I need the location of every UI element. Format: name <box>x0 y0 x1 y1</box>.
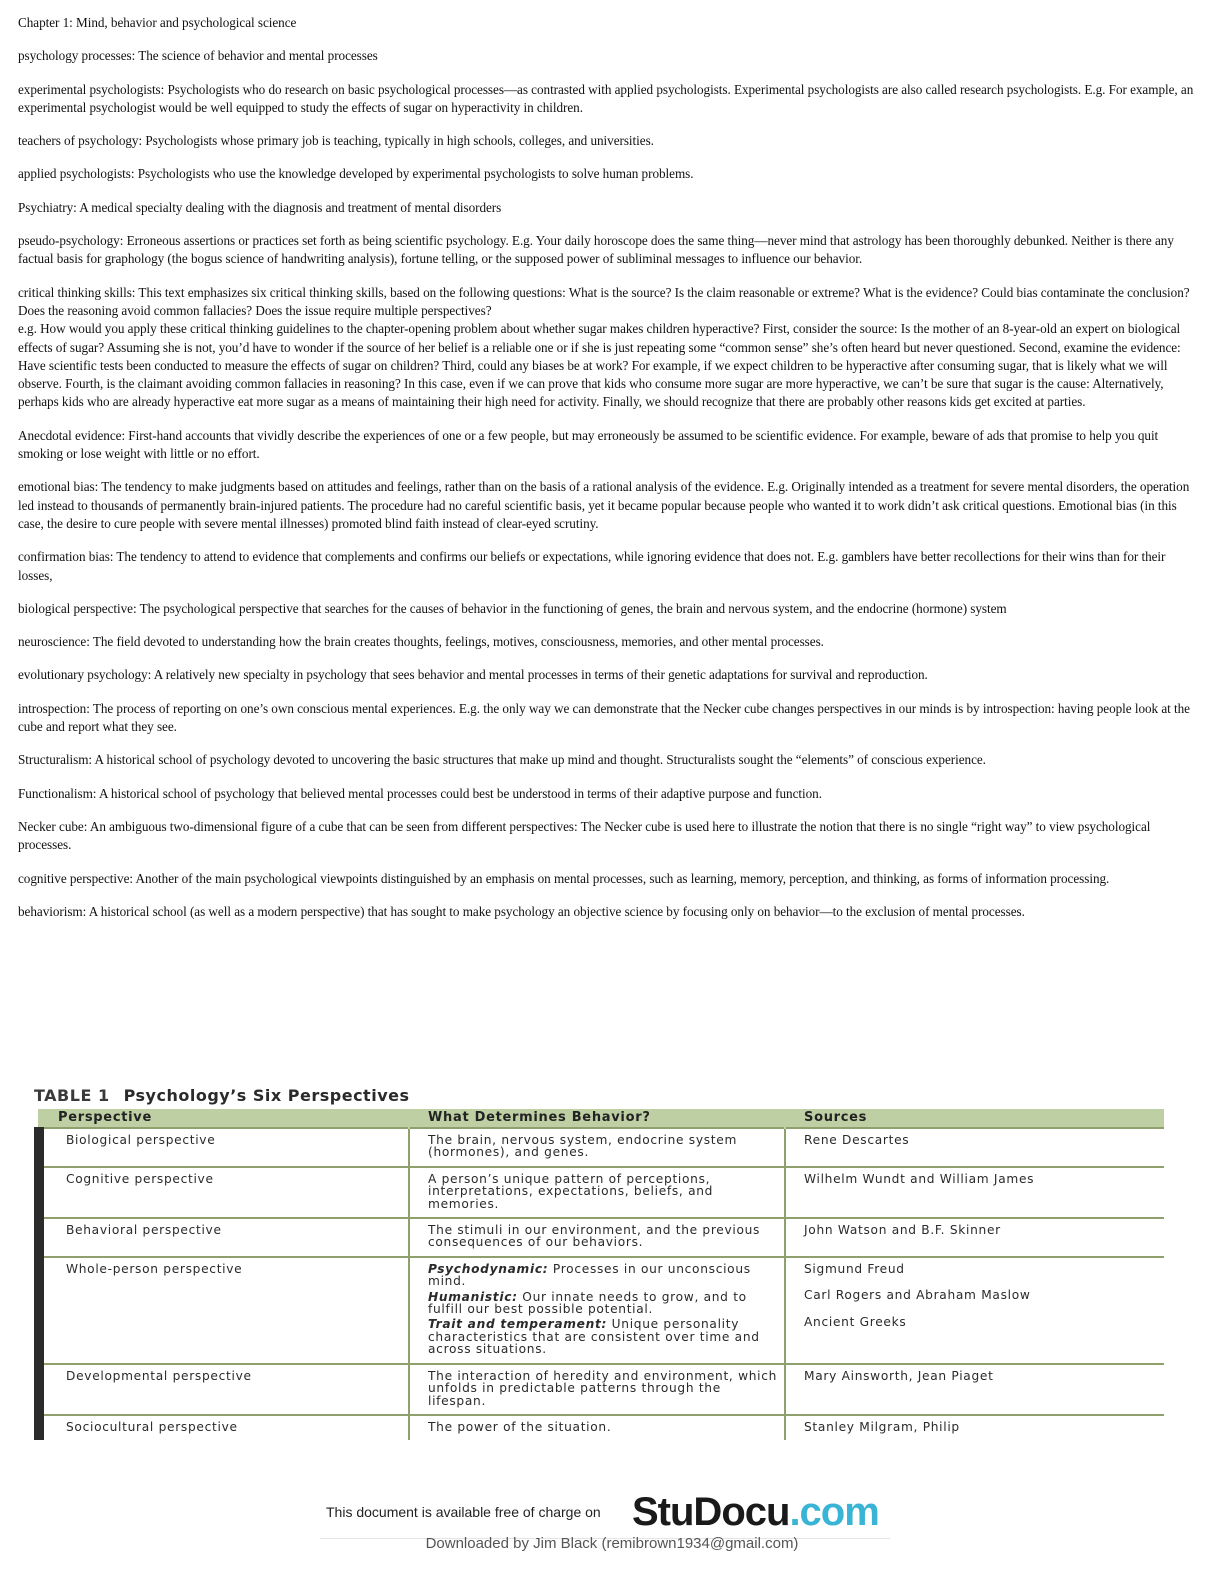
cell-what-determines <box>409 1218 785 1257</box>
source-entry: Ancient Greeks <box>804 1314 907 1329</box>
table-header-row <box>39 1109 1164 1128</box>
cell-sources <box>785 1218 1164 1257</box>
cell-perspective: Cognitive perspective <box>39 1167 409 1218</box>
paragraph: behaviorism: A historical school (as well as a modern perspective) that has sought to make psychology an objective science by focusing only on behavior—to the exclusion of mental processes. <box>18 903 1025 919</box>
paragraph: confirmation bias: The tendency to attend to evidence that complements and confirms our beliefs or expectations, while ignoring evidence that does not. E.g. gamblers have better recollections for their wins than for their losses, <box>18 549 1166 583</box>
determinant-text: A person’s unique pattern of perceptions, interpretations, expectations, beliefs, and memories. <box>428 1171 714 1211</box>
document-body <box>18 14 1194 936</box>
studocu-logo[interactable] <box>632 1488 879 1536</box>
cell-perspective: Whole-person perspective <box>39 1257 409 1364</box>
cell-sources <box>785 1128 1164 1167</box>
determinant-block <box>428 1318 778 1355</box>
source-entry: Mary Ainsworth, Jean Piaget <box>804 1368 994 1383</box>
paragraph: e.g. How would you apply these critical thinking guidelines to the chapter-opening problem about whether sugar makes children hyperactive? First, consider the source: Is the mother of an 8-year-old an expert on biological effects of sugar? Assuming she is not, you’d have to wonder if the source of her belief is a reliable one or if she is just repeating some “common sense” she’s often heard but never questioned. Second, examine the evidence: Have scientific tests been conducted to measure the effects of sugar on children? Third, could any biases be at work? For example, if we expect children to be hyperactive after consuming sugar, that is likely what we will observe. Fourth, is the claimant avoiding common fallacies in reasoning? In this case, even if we can prove that kids who consume more sugar are more hyperactive, we can’t be sure that sugar is the cause: Alternatively, perhaps kids who are already hyperactive eat more sugar as a means of maintaining their high need for activity. Finally, we should recognize that there are probably other reasons kids get excited at parties. <box>18 321 1181 410</box>
cell-perspective: Biological perspective <box>39 1128 409 1167</box>
determinant-text: Unique personality characteristics that are consistent over time and across situations. <box>428 1317 760 1357</box>
table-row <box>39 1364 1164 1415</box>
logo-suffix: .com <box>789 1490 879 1534</box>
table-title-text: Psychology’s Six Perspectives <box>123 1086 410 1105</box>
paragraph: evolutionary psychology: A relatively new specialty in psychology that sees behavior and mental processes in terms of their genetic adaptations for survival and reproduction. <box>18 667 928 683</box>
studocu-banner[interactable] <box>320 1488 890 1539</box>
paragraph: Chapter 1: Mind, behavior and psychological science <box>18 15 297 30</box>
determinant-block <box>428 1421 778 1433</box>
determinant-text: The interaction of heredity and environment, which unfolds in predictable patterns through the lifespan. <box>428 1368 778 1408</box>
paragraph: cognitive perspective: Another of the main psychological viewpoints distinguished by an emphasis on mental processes, such as learning, memory, perception, and thinking, as forms of information processing. <box>18 870 1110 886</box>
source-entry: Carl Rogers and Abraham Maslow <box>804 1288 1031 1303</box>
determinant-text: The stimuli in our environment, and the previous consequences of our behaviors. <box>428 1223 761 1250</box>
determinant-text: The power of the situation. <box>428 1419 612 1434</box>
determinant-text: Our innate needs to grow, and to fulfill our best possible potential. <box>428 1289 747 1317</box>
paragraph: teachers of psychology: Psychologists whose primary job is teaching, typically in high schools, colleges, and universities. <box>18 133 654 149</box>
header-sources: Sources <box>785 1109 1164 1128</box>
cell-perspective: Behavioral perspective <box>39 1218 409 1257</box>
paragraph: psychology processes: The science of behavior and mental processes <box>18 48 378 64</box>
determinant-block <box>428 1224 778 1249</box>
table-number: TABLE 1 <box>34 1086 110 1105</box>
table-title <box>32 1085 1164 1109</box>
perspectives-table <box>34 1109 1164 1440</box>
paragraph: Structuralism: A historical school of psychology devoted to uncovering the basic structures that make up mind and thought. Structuralists sought the “elements” of conscious experience. <box>18 752 986 768</box>
cell-what-determines <box>409 1257 785 1364</box>
logo-main: StuDocu <box>632 1490 790 1534</box>
determinant-label: Psychodynamic: <box>428 1261 549 1276</box>
cell-what-determines <box>409 1128 785 1167</box>
cell-perspective: Developmental perspective <box>39 1364 409 1415</box>
determinant-text: The brain, nervous system, endocrine system (hormones), and genes. <box>428 1133 738 1160</box>
paragraph: biological perspective: The psychological perspective that searches for the causes of behavior in the functioning of genes, the brain and nervous system, and the endocrine (hormone) system <box>18 600 1007 616</box>
determinant-block <box>428 1263 778 1288</box>
table-body <box>39 1128 1164 1440</box>
determinant-label: Trait and temperament: <box>428 1317 608 1332</box>
cell-perspective: Sociocultural perspective <box>39 1415 409 1440</box>
header-what-determines: What Determines Behavior? <box>409 1109 785 1128</box>
source-entry: Sigmund Freud <box>804 1261 905 1276</box>
cell-what-determines <box>409 1167 785 1218</box>
determinant-block <box>428 1370 778 1407</box>
paragraph: Functionalism: A historical school of psychology that believed mental processes could best be understood in terms of their adaptive purpose and function. <box>18 785 822 801</box>
header-perspective: Perspective <box>39 1109 409 1128</box>
paragraph: experimental psychologists: Psychologists who do research on basic psychological processes—as contrasted with applied psychologists. Experimental psychologists are also called research psychologists. E.g. For example, an experimental psychologist would be well equipped to study the effects of sugar on hyperactivity in children. <box>18 81 1194 115</box>
paragraph: introspection: The process of reporting on one’s own conscious mental experiences. E.g. the only way we can demonstrate that the Necker cube changes perspectives in our minds is by introspection: having people look at the cube and report what they see. <box>18 700 1190 735</box>
perspectives-table-figure <box>32 1085 1164 1540</box>
paragraph: Necker cube: An ambiguous two-dimensional figure of a cube that can be seen from different perspectives: The Necker cube is used here to illustrate the notion that there is no single “right way” to view psychological processes. <box>18 818 1151 853</box>
cell-sources <box>785 1257 1164 1364</box>
cell-sources <box>785 1364 1164 1415</box>
paragraph: pseudo-psychology: Erroneous assertions or practices set forth as being scientific psychology. E.g. Your daily horoscope does the same thing—never mind that astrology has been thoroughly debunked. Neither is there any factual basis for graphology (the bogus science of handwriting analysis), fortune telling, or the supposed power of subliminal messages to influence our behavior. <box>18 233 1174 267</box>
download-footer: Downloaded by Jim Black (remibrown1934@gmail.com) <box>425 1535 799 1552</box>
paragraph: Psychiatry: A medical specialty dealing with the diagnosis and treatment of mental disorders <box>18 199 502 215</box>
table-row <box>39 1218 1164 1257</box>
table-row <box>39 1128 1164 1167</box>
banner-text: This document is available free of charge on <box>326 1504 601 1520</box>
paragraph: critical thinking skills: This text emphasizes six critical thinking skills, based on the following questions: What is the source? Is the claim reasonable or extreme? What is the evidence? Could bias contaminate the conclusion? Does the reasoning avoid common fallacies? Does the issue require multiple perspectives? <box>18 284 1190 318</box>
paragraph: Anecdotal evidence: First-hand accounts that vividly describe the experiences of one or a few people, but may erroneously be assumed to be scientific evidence. For example, beware of ads that promise to help you quit smoking or lose weight with little or no effort. <box>18 427 1159 462</box>
table-row <box>39 1167 1164 1218</box>
determinant-block <box>428 1134 778 1159</box>
table-row <box>39 1415 1164 1440</box>
determinant-block <box>428 1291 778 1316</box>
determinant-label: Humanistic: <box>428 1289 518 1304</box>
cell-what-determines <box>409 1415 785 1440</box>
cell-sources <box>785 1415 1164 1440</box>
determinant-block <box>428 1173 778 1210</box>
table-row <box>39 1257 1164 1364</box>
paragraph: emotional bias: The tendency to make judgments based on attitudes and feelings, rather than on the basis of a rational analysis of the evidence. E.g. Originally intended as a treatment for severe mental disorders, the operation led instead to thousands of permanently brain-injured patients. The procedure had no careful scientific basis, yet it became popular because people who wanted it to work didn’t ask critical questions. Emotional bias (in this case, the desire to cure people with severe mental illnesses) promoted blind faith instead of clear-eyed scrutiny. <box>18 479 1190 531</box>
source-entry: Stanley Milgram, Philip <box>804 1419 960 1434</box>
source-entry: Rene Descartes <box>804 1133 910 1147</box>
paragraph: neuroscience: The field devoted to understanding how the brain creates thoughts, feelings, motives, consciousness, memories, and other mental processes. <box>18 634 824 650</box>
source-entry: Wilhelm Wundt and William James <box>804 1171 1035 1186</box>
cell-sources <box>785 1167 1164 1218</box>
source-entry: John Watson and B.F. Skinner <box>804 1223 1001 1238</box>
cell-what-determines <box>409 1364 785 1415</box>
determinant-text: Processes in our unconscious mind. <box>428 1261 751 1289</box>
paragraph: applied psychologists: Psychologists who use the knowledge developed by experimental psychologists to solve human problems. <box>18 166 694 182</box>
